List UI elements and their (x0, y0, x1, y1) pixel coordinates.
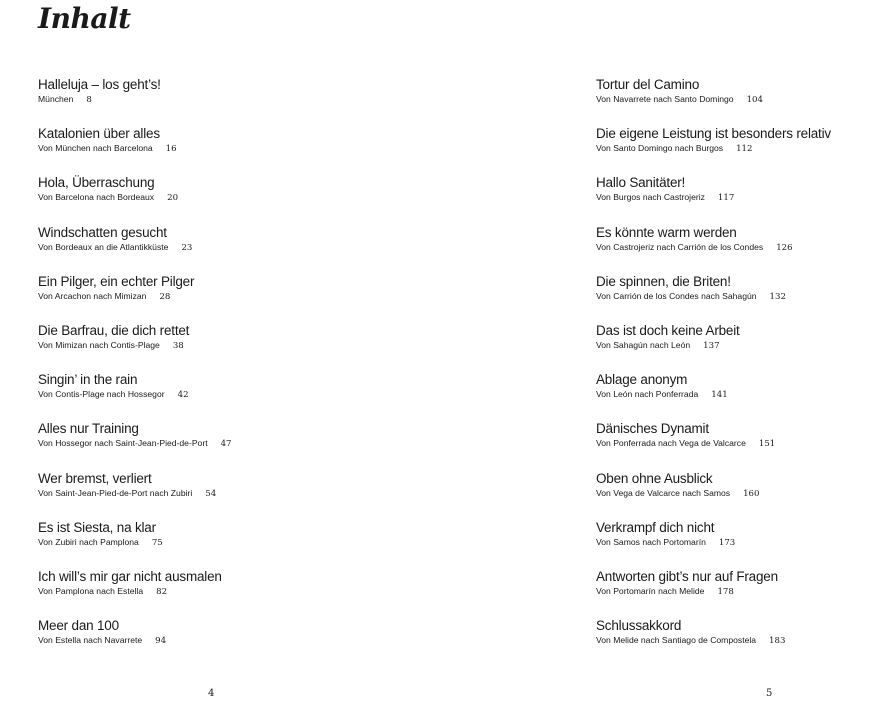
toc-entry-title: Alles nur Training (38, 421, 139, 437)
toc-entry-subline (596, 94, 876, 106)
toc-entry-route: Von Pamplona nach Estella (38, 585, 144, 596)
toc-entry-title: Verkrampf dich nicht (596, 519, 715, 535)
toc-entry[interactable] (596, 471, 876, 520)
toc-entry-route: Von Saint-Jean-Pied-de-Port nach Zubiri (38, 487, 193, 498)
toc-entry-route: Von Vega de Valcarce nach Samos (596, 487, 731, 498)
toc-entry[interactable] (38, 618, 418, 667)
toc-entry[interactable] (596, 225, 876, 274)
toc-entry-page: 160 (743, 488, 760, 499)
toc-entry[interactable] (38, 569, 418, 618)
toc-entry-page: 112 (736, 144, 753, 155)
toc-entry-subline (38, 242, 418, 254)
toc-entry-subline (38, 340, 418, 352)
toc-entry-page: 75 (151, 537, 163, 548)
toc-entry[interactable] (38, 372, 418, 421)
toc-entry-subline (596, 192, 876, 204)
toc-entry-title: Singin’ in the rain (38, 372, 138, 388)
toc-entry-page: 173 (718, 537, 736, 548)
toc-entry[interactable] (596, 569, 876, 618)
toc-entry-route: Von Castrojeriz nach Carrión de los Condes (596, 241, 764, 252)
toc-entry-route: Von Melide nach Santiago de Compostela (596, 635, 757, 646)
toc-entry-page: 132 (769, 291, 786, 302)
toc-entry[interactable] (38, 274, 418, 323)
toc-entry-route: Von León nach Ponferrada (596, 389, 699, 400)
toc-entry-route: Von Zubiri nach Pamplona (38, 536, 139, 547)
toc-entry-subline (38, 635, 418, 647)
toc-entry-title: Oben ohne Ausblick (596, 470, 713, 486)
toc-entry-route: Von Burgos nach Castrojeriz (596, 192, 705, 203)
toc-entry[interactable] (596, 421, 876, 470)
toc-right-column (596, 77, 876, 667)
toc-entry-page: 38 (172, 340, 184, 351)
toc-entry-route: Von Estella nach Navarrete (38, 635, 143, 646)
toc-entry-page: 178 (717, 586, 734, 597)
toc-entry-title: Dänisches Dynamit (596, 421, 709, 437)
toc-entry-route: Von Mimizan nach Contis-Plage (38, 339, 160, 350)
toc-entry[interactable] (596, 77, 876, 126)
toc-entry-route: Von Navarrete nach Santo Domingo (596, 94, 734, 104)
toc-entry-subline (596, 537, 876, 549)
toc-entry-subline (596, 340, 876, 352)
toc-entry-subline (38, 291, 418, 303)
toc-entry[interactable] (38, 421, 418, 470)
toc-entry-title: Ablage anonym (596, 372, 688, 388)
toc-entry[interactable] (38, 471, 418, 520)
toc-entry-page: 54 (205, 488, 217, 499)
toc-entry-title: Tortur del Camino (596, 77, 700, 92)
toc-entry-title: Wer bremst, verliert (38, 470, 152, 486)
toc-entry-title: Windschatten gesucht (38, 224, 167, 240)
toc-entry-title: Es könnte warm werden (596, 224, 737, 240)
toc-entry-route: Von München nach Barcelona (38, 143, 153, 154)
toc-entry-route: Von Santo Domingo nach Burgos (596, 143, 724, 154)
contents-heading: Inhalt (38, 2, 131, 35)
toc-entry-route: Von Ponferrada nach Vega de Valcarce (596, 438, 746, 449)
toc-entry-subline (596, 389, 876, 401)
toc-entry-page: 151 (758, 439, 776, 450)
toc-entry-subline (596, 291, 876, 303)
toc-entry-page: 137 (703, 340, 720, 351)
toc-entry-title: Antworten gibt’s nur auf Fragen (596, 568, 778, 584)
toc-entry-title: Hallo Sanitäter! (596, 175, 686, 191)
toc-entry-title: Ich will’s mir gar nicht ausmalen (38, 568, 222, 584)
toc-entry-title: Hola, Überraschung (38, 175, 155, 191)
toc-entry-page: 20 (167, 193, 179, 204)
toc-entry-route: Von Hossegor nach Saint-Jean-Pied-de-Port (38, 438, 208, 449)
toc-entry-page: 47 (220, 439, 232, 450)
toc-entry[interactable] (596, 274, 876, 323)
toc-entry-page: 94 (155, 636, 167, 647)
toc-entry-title: Katalonien über alles (38, 126, 160, 142)
toc-entry-title: Die eigene Leistung ist besonders relativ (596, 126, 831, 142)
toc-entry-title: Die Barfrau, die dich rettet (38, 322, 190, 338)
toc-entry-page: 28 (159, 291, 171, 302)
right-page-number: 5 (766, 688, 773, 699)
toc-entry-subline (596, 635, 876, 647)
toc-entry-subline (38, 94, 418, 106)
toc-entry-subline (38, 143, 418, 155)
toc-entry-page: 42 (177, 390, 189, 401)
toc-entry-page: 141 (711, 390, 728, 401)
toc-entry-route: Von Samos nach Portomarín (596, 536, 706, 547)
toc-entry[interactable] (596, 323, 876, 372)
toc-entry-subline (596, 242, 876, 254)
toc-entry-subline (38, 438, 418, 450)
toc-entry-route: Von Sahagún nach León (596, 339, 691, 350)
toc-entry[interactable] (38, 520, 418, 569)
toc-entry-route: Von Carrión de los Condes nach Sahagún (596, 290, 757, 301)
toc-entry-title: Ein Pilger, ein echter Pilger (38, 273, 195, 289)
toc-entry[interactable] (38, 323, 418, 372)
toc-entry-title: Es ist Siesta, na klar (38, 519, 156, 535)
toc-entry-subline (596, 488, 876, 500)
toc-entry-route: Von Barcelona nach Bordeaux (38, 192, 155, 203)
toc-entry-subline (596, 586, 876, 598)
toc-entry-subline (38, 488, 418, 500)
toc-entry-title: Das ist doch keine Arbeit (596, 322, 740, 338)
toc-entry-route: Von Contis-Plage nach Hossegor (38, 389, 165, 400)
toc-entry-page: 104 (746, 95, 763, 105)
toc-entry[interactable] (596, 372, 876, 421)
toc-entry-page: 8 (86, 95, 92, 105)
toc-entry-page: 16 (165, 144, 177, 155)
toc-entry-route: Von Portomarín nach Melide (596, 585, 705, 596)
toc-entry-page: 23 (181, 242, 193, 253)
toc-entry-title: Schlussakkord (596, 618, 682, 634)
toc-entry-subline (596, 438, 876, 450)
toc-entry[interactable] (596, 126, 876, 175)
toc-entry-route: Von Bordeaux an die Atlantikküste (38, 241, 169, 252)
toc-entry-subline (38, 586, 418, 598)
toc-entry-subline (38, 389, 418, 401)
toc-entry-title: Halleluja – los geht’s! (38, 77, 161, 92)
toc-entry-route: Von Arcachon nach Mimizan (38, 290, 147, 301)
toc-entry[interactable] (596, 175, 876, 224)
toc-entry-subline (38, 537, 418, 549)
toc-entry-subline (38, 192, 418, 204)
toc-entry-subline (596, 143, 876, 155)
toc-entry[interactable] (596, 520, 876, 569)
toc-entry-title: Meer dan 100 (38, 618, 119, 634)
toc-left-column (38, 77, 418, 667)
toc-entry[interactable] (38, 126, 418, 175)
toc-entry[interactable] (38, 225, 418, 274)
left-page-number: 4 (208, 688, 215, 699)
toc-entry[interactable] (38, 77, 418, 126)
toc-entry-page: 183 (769, 636, 786, 647)
toc-entry-page: 126 (776, 242, 793, 253)
toc-entry-route: München (38, 94, 74, 104)
toc-entry-title: Die spinnen, die Briten! (596, 273, 731, 289)
toc-entry-page: 117 (717, 193, 735, 204)
toc-entry[interactable] (38, 175, 418, 224)
toc-entry-page: 82 (156, 586, 168, 597)
toc-entry[interactable] (596, 618, 876, 667)
